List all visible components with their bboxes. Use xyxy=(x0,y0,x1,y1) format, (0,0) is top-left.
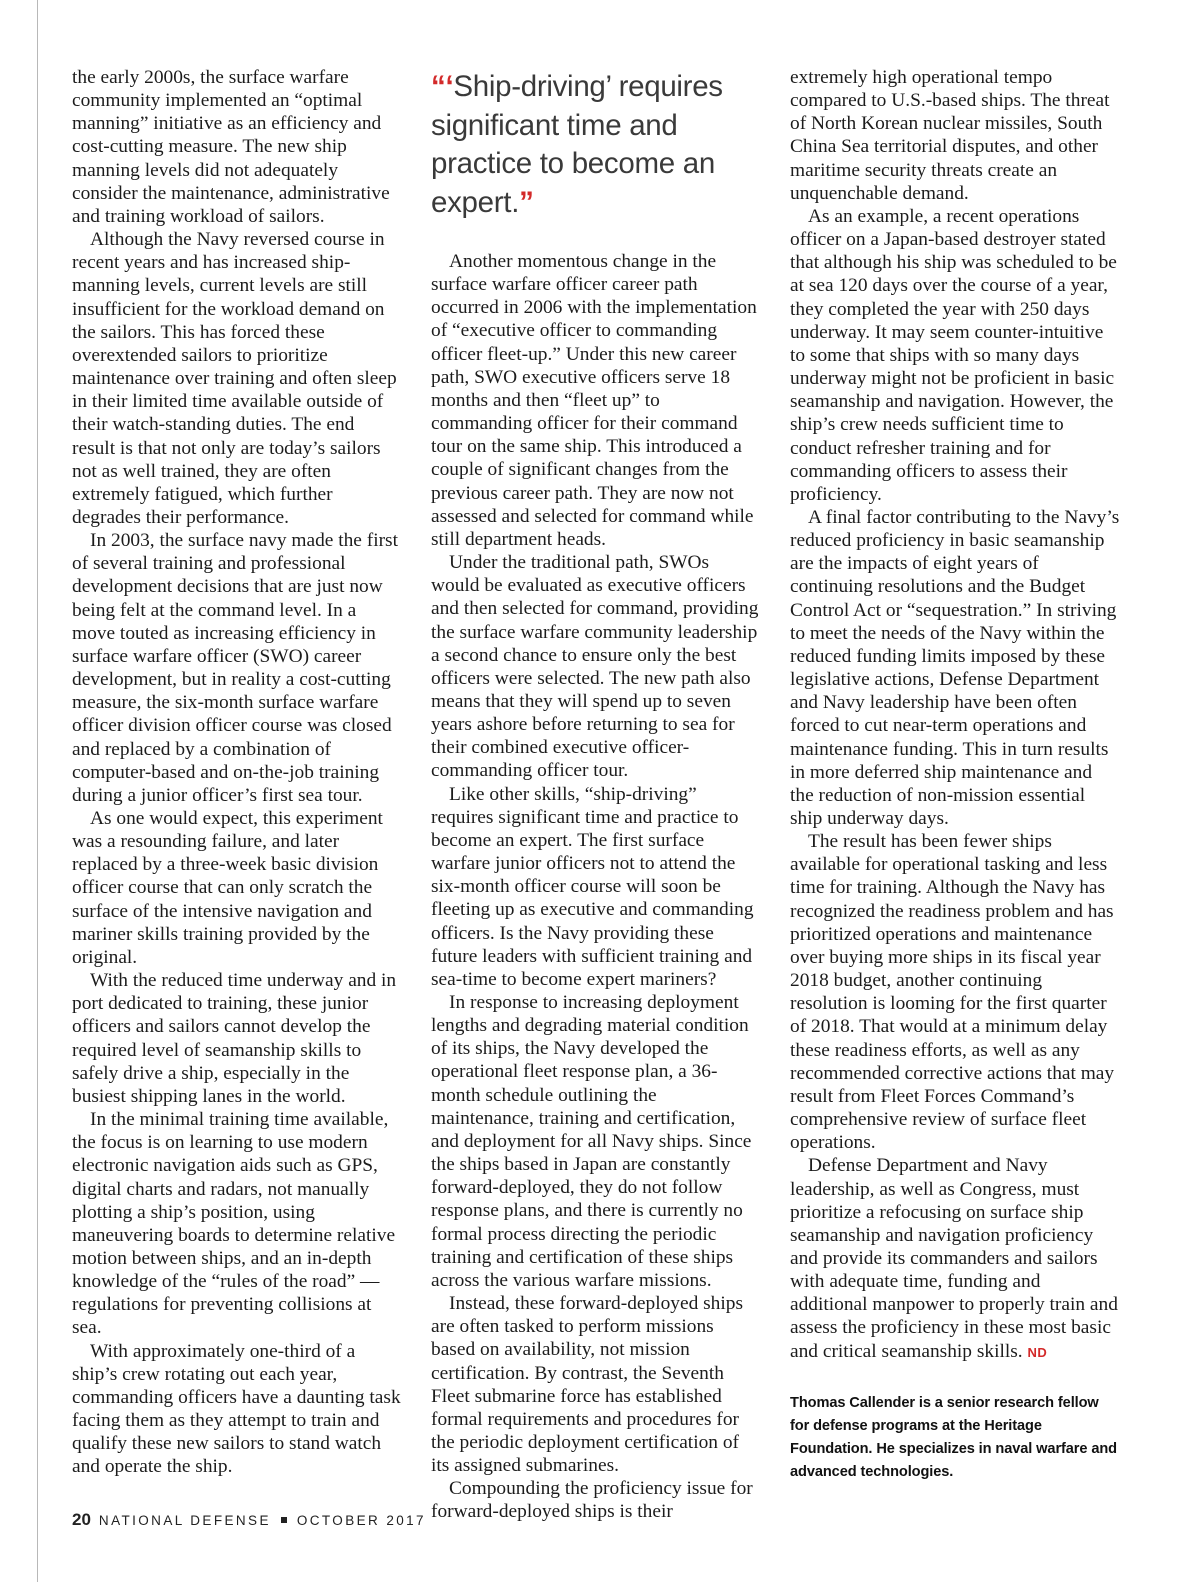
end-mark: ND xyxy=(1027,1344,1048,1360)
issue-date: OCTOBER 2017 xyxy=(296,1513,426,1528)
publication-name: NATIONAL DEFENSE xyxy=(98,1513,271,1528)
final-paragraph-text: Defense Department and Navy leadership, as well as Congress, must prioritize a refocusing on surface ship seamanship and navigation proficiency and provide its commanders and sailors with adequate time, funding and additional manpower to properly train and assess the proficiency in these most basic and critical seamanship skills. xyxy=(790,1155,1118,1362)
page-footer xyxy=(72,1510,426,1530)
pull-quote-text: Ship-driving’ requires significant time and practice to become an expert. xyxy=(431,70,723,219)
paragraph: Like other skills, “ship-driving” requires significant time and practice to become an expert. The first surface warfare junior officers not to attend the six-month officer course will soon be fleeting up as executive and commanding officers. Is the Navy providing these future leaders with sufficient training and sea-time to become expert mariners? xyxy=(431,783,754,990)
author-bio: Thomas Callender is a senior research fellow for defense programs at the Heritage Foundation. He specializes in naval warfare and advanced technologies. xyxy=(790,1394,1117,1480)
column-right xyxy=(790,66,1120,1484)
paragraph: Under the traditional path, SWOs would be evaluated as executive officers and then selected for command, providing the surface warfare community leadership a second chance to ensure only the best officers were selected. The new path also means that they will spend up to seven years ashore before returning to sea for their combined executive officer-commanding officer tour. xyxy=(431,552,759,782)
paragraph: A final factor contributing to the Navy’s reduced proficiency in basic seamanship are the impacts of eight years of continuing resolutions and the Budget Control Act or “sequestration.” In striving to meet the needs of the Navy within the reduced funding limits imposed by these legislative actions, Defense Department and Navy leadership have been often forced to cut near-term operations and maintenance funding. This in turn results in more deferred ship maintenance and the reduction of non-mission essential ship underway days. xyxy=(790,506,1120,829)
paragraph: As an example, a recent operations officer on a Japan-based destroyer stated that although his ship was scheduled to be at sea 120 days over the course of a year, they completed the year with 250 days underway. It may seem counter-intuitive to some that ships with so many days underway might not be proficient in basic seamanship and navigation. However, the ship’s crew needs sufficient time to conduct refresher training and for commanding officers to assess their proficiency. xyxy=(790,205,1117,505)
paragraph: In response to increasing deployment lengths and degrading material condition of its ships, the Navy developed the operational fleet response plan, a 36-month schedule outlining the maintenance, training and certification, and deployment for all Navy ships. Since the ships based in Japan are constantly forward-deployed, they do not follow response plans, and there is currently no formal process directing the periodic training and certification of these ships across the various warfare missions. xyxy=(431,992,752,1291)
paragraph: Instead, these forward-deployed ships are often tasked to perform missions based on availability, not mission certification. By contrast, the Seventh Fleet submarine force has established formal requirements and procedures for the periodic deployment certification of its assigned submarines. xyxy=(431,1293,744,1477)
column-middle xyxy=(431,66,761,1524)
paragraph: the early 2000s, the surface warfare community implemented an “optimal manning” initiative as an efficiency and cost-cutting measure. The new ship manning levels did not adequately consider the maintenance, administrative and training workload of sailors. xyxy=(72,67,390,227)
pull-quote-close-mark: ” xyxy=(519,185,534,219)
page-gutter-rule xyxy=(37,0,38,1582)
pull-quote xyxy=(431,66,761,222)
paragraph: The result has been fewer ships available for operational tasking and less time for training. Although the Navy has recognized the readiness problem and has prioritized operations and maintenance over buying more ships in its fiscal year 2018 budget, another continuing resolution is looming for the first quarter of 2018. That would at a minimum delay these readiness efforts, as well as any recommended corrective actions that may result from Fleet Forces Command’s comprehensive review of surface fleet operations. xyxy=(790,831,1115,1154)
paragraph: extremely high operational tempo compared to U.S.-based ships. The threat of North Korean nuclear missiles, South China Sea territorial disputes, and other maritime security threats create an unquenchable demand. xyxy=(790,67,1110,204)
pull-quote-open-mark: “‘ xyxy=(431,70,454,103)
paragraph: In 2003, the surface navy made the first of several training and professional development decisions that are just now being felt at the command level. In a move touted as increasing efficiency in surface warfare officer (SWO) career development, but in reality a cost-cutting measure, the six-month surface warfare officer division officer course was closed and replaced by a combination of computer-based and on-the-job training during a junior officer’s first sea tour. xyxy=(72,530,398,806)
paragraph: With approximately one-third of a ship’s crew rotating out each year, commanding officers have a daunting task facing them as they attempt to train and qualify these new sailors to stand watch and operate the ship. xyxy=(72,1340,401,1478)
paragraph: In the minimal training time available, the focus is on learning to use modern electronic navigation aids such as GPS, digital charts and radars, not manually plotting a ship’s position, using maneuvering boards to determine relative motion between ships, and an in-depth knowledge of the “rules of the road” — regulations for preventing collisions at sea. xyxy=(72,1109,396,1339)
paragraph: As one would expect, this experiment was a resounding failure, and later replaced by a three-week basic division officer course that can only scratch the surface of the intensive navigation and mariner skills training provided by the original. xyxy=(72,808,383,968)
page-number: 20 xyxy=(72,1510,91,1529)
column-left xyxy=(72,66,402,1479)
paragraph-final xyxy=(790,1154,1120,1363)
paragraph: Although the Navy reversed course in recent years and has increased ship-manning levels, current levels are still insufficient for the workload demand on the sailors. This has forced these overextended sailors to prioritize maintenance over training and often sleep in their limited time available outside of their watch-standing duties. The end result is that not only are today’s sailors not as well trained, they are often extremely fatigued, which further degrades their performance. xyxy=(72,229,397,528)
footer-separator-icon xyxy=(281,1517,287,1523)
paragraph: Another momentous change in the surface warfare officer career path occurred in 2006 with the implementation of “executive officer to commanding officer fleet-up.” Under this new career path, SWO executive officers serve 18 months and then “fleet up” to commanding officer for their command tour on the same ship. This introduced a couple of significant changes from the previous career path. They are now not assessed and selected for command while still department heads. xyxy=(431,251,757,550)
paragraph: With the reduced time underway and in port dedicated to training, these junior officers and sailors cannot develop the required level of seamanship skills to safely drive a ship, especially in the busiest shipping lanes in the world. xyxy=(72,970,397,1107)
paragraph: Compounding the proficiency issue for forward-deployed ships is their xyxy=(431,1478,753,1523)
